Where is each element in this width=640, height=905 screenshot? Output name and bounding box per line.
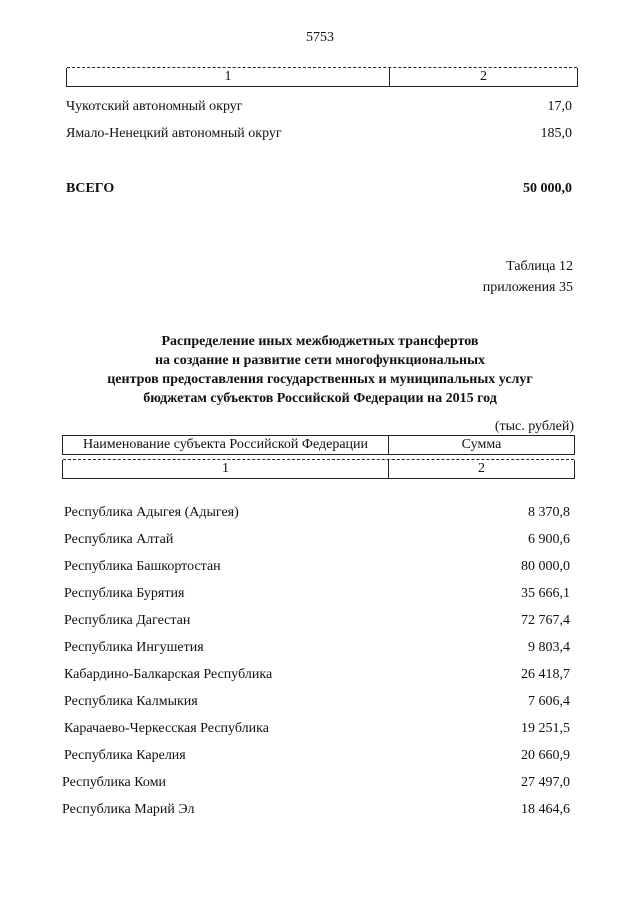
region-value-chukotka: 17,0 xyxy=(547,99,572,114)
region-value: 18 464,6 xyxy=(521,802,570,817)
document-title-line-4: бюджетам субъектов Российской Федерации на 2015 год xyxy=(143,391,497,406)
column-number-1: 1 xyxy=(222,461,229,476)
region-name: Республика Алтай xyxy=(64,532,174,547)
region-name: Республика Адыгея (Адыгея) xyxy=(64,505,239,520)
region-value: 19 251,5 xyxy=(521,721,570,736)
page-number: 5753 xyxy=(306,30,334,45)
table-label xyxy=(373,256,573,298)
top-column-header xyxy=(66,68,578,87)
table-number: Таблица 12 xyxy=(506,259,573,274)
region-value: 72 767,4 xyxy=(521,613,570,628)
region-name: Республика Дагестан xyxy=(64,613,191,628)
document-title-line-3: центров предоставления государственных и муниципальных услуг xyxy=(107,372,533,387)
region-name: Республика Коми xyxy=(62,775,166,790)
region-value: 35 666,1 xyxy=(521,586,570,601)
region-name: Карачаево-Черкесская Республика xyxy=(64,721,269,736)
total-value: 50 000,0 xyxy=(523,181,572,196)
region-value: 6 900,6 xyxy=(528,532,570,547)
table-header xyxy=(62,435,575,455)
region-name: Республика Калмыкия xyxy=(64,694,198,709)
region-value: 9 803,4 xyxy=(528,640,570,655)
region-value: 20 660,9 xyxy=(521,748,570,763)
region-value: 80 000,0 xyxy=(521,559,570,574)
column-number-2: 2 xyxy=(478,461,485,476)
region-value: 8 370,8 xyxy=(528,505,570,520)
appendix-number: приложения 35 xyxy=(482,280,573,295)
header-sum: Сумма xyxy=(461,437,502,452)
region-name: Республика Марий Эл xyxy=(62,802,195,817)
document-title-line-2: на создание и развитие сети многофункциональных xyxy=(154,353,486,368)
region-name: Республика Бурятия xyxy=(64,586,185,601)
column-number-2: 2 xyxy=(480,69,487,84)
region-name-chukotka: Чукотский автономный округ xyxy=(66,99,243,114)
total-label: ВСЕГО xyxy=(66,181,115,196)
table-column-numbers xyxy=(62,460,575,479)
region-name: Республика Башкортостан xyxy=(64,559,221,574)
region-name: Республика Ингушетия xyxy=(64,640,204,655)
document-title-line-1: Распределение иных межбюджетных трансфертов xyxy=(161,334,479,349)
region-name: Республика Карелия xyxy=(64,748,186,763)
header-region-name: Наименование субъекта Российской Федерации xyxy=(82,437,369,452)
region-name-yamal: Ямало-Ненецкий автономный округ xyxy=(66,126,282,141)
region-name: Кабардино-Балкарская Республика xyxy=(64,667,273,682)
region-value: 27 497,0 xyxy=(521,775,570,790)
region-value: 26 418,7 xyxy=(521,667,570,682)
column-number-1: 1 xyxy=(224,69,232,84)
region-value: 7 606,4 xyxy=(528,694,570,709)
unit-label: (тыс. рублей) xyxy=(494,419,574,434)
region-value-yamal: 185,0 xyxy=(540,126,572,141)
